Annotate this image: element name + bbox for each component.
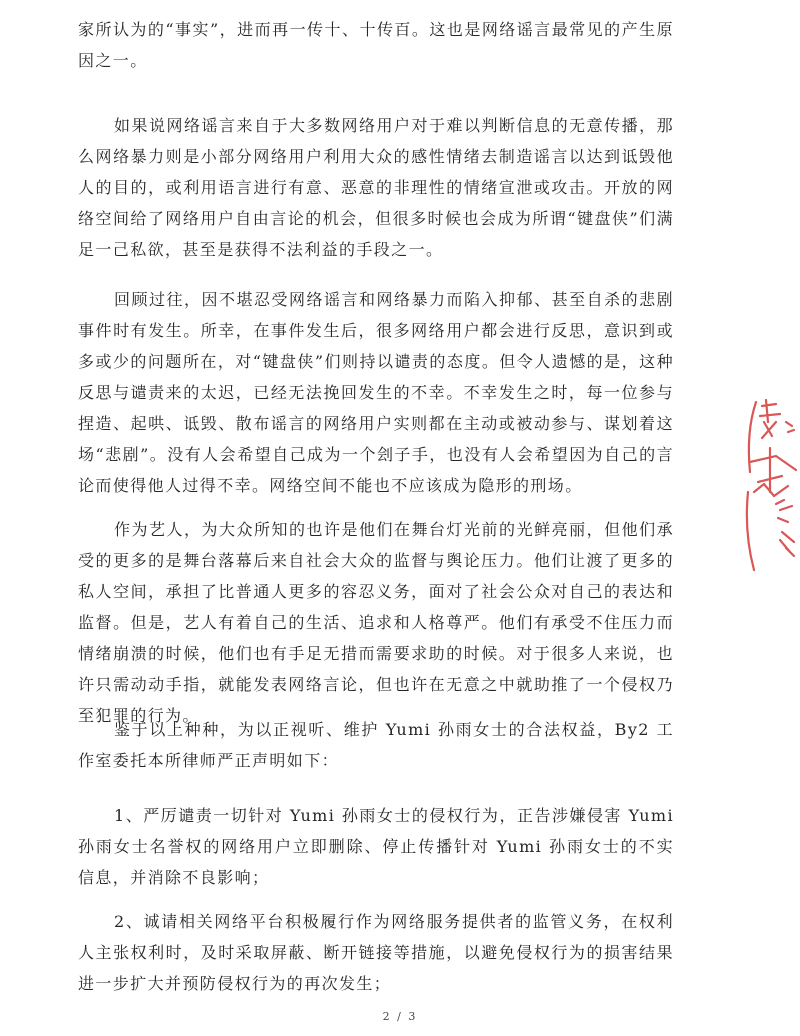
- declaration-item-1: 1、严厉谴责一切针对 Yumi 孙雨女士的侵权行为，正告涉嫌侵害 Yumi 孙雨女士名誉权的网络用户立即删除、停止传播针对 Yumi 孙雨女士的不实信息，并消除不良影响；: [78, 806, 674, 887]
- paragraph-continuation: 家所认为的“事实”，进而再一传十、十传百。这也是网络谣言最常见的产生原因之一。: [78, 20, 674, 70]
- paragraph-retrospect: 回顾过往，因不堪忍受网络谣言和网络暴力而陷入抑郁、甚至自杀的悲剧事件时有发生。所幸，在事件发生后，很多网络用户都会进行反思，意识到或多或少的问题所在，对“键盘侠”们则持以谴责的态度。但令人遗憾的是，这种反思与谴责来的太迟，已经无法挽回发生的不幸。不幸发生之时，每一位参与捏造、起哄、诋毁、散布谣言的网络用户实则都在主动或被动参与、谋划着这场“悲剧”。没有人会希望自己成为一个刽子手，也没有人会希望因为自己的言论而使得他人过得不幸。网络空间不能也不应该成为隐形的刑场。: [78, 290, 674, 495]
- page-number: 2 / 3: [382, 1010, 418, 1023]
- red-seal-stamp: [736, 392, 800, 572]
- paragraph-cyber-violence: 如果说网络谣言来自于大多数网络用户对于难以判断信息的无意传播，那么网络暴力则是小部分网络用户利用大众的感性情绪去制造谣言以达到诋毁他人的目的，或利用语言进行有意、恶意的非理性的情绪宣泄或攻击。开放的网络空间给了网络用户自由言论的机会，但很多时候也会成为所谓“键盘侠”们满足一己私欲，甚至是获得不法利益的手段之一。: [78, 116, 674, 259]
- paragraph-artists: 作为艺人，为大众所知的也许是他们在舞台灯光前的光鲜亮丽，但他们承受的更多的是舞台落幕后来自社会大众的监督与舆论压力。他们让渡了更多的私人空间，承担了比普通人更多的容忍义务，面对了社会公众对自己的表达和监督。但是，艺人有着自己的生活、追求和人格尊严。他们有承受不住压力而情绪崩溃的时候，他们也有手足无措而需要求助的时候。对于很多人来说，也许只需动动手指，就能发表网络言论，但也许在无意之中就助推了一个侵权乃至犯罪的行为。: [78, 520, 674, 725]
- declaration-item-2: 2、诚请相关网络平台积极履行作为网络服务提供者的监管义务，在权利人主张权利时，及时采取屏蔽、断开链接等措施，以避免侵权行为的损害结果进一步扩大并预防侵权行为的再次发生；: [78, 912, 674, 993]
- paragraph-declaration-intro: 鉴于以上种种，为以正视听、维护 Yumi 孙雨女士的合法权益，By2 工作室委托本所律师严正声明如下：: [78, 720, 674, 770]
